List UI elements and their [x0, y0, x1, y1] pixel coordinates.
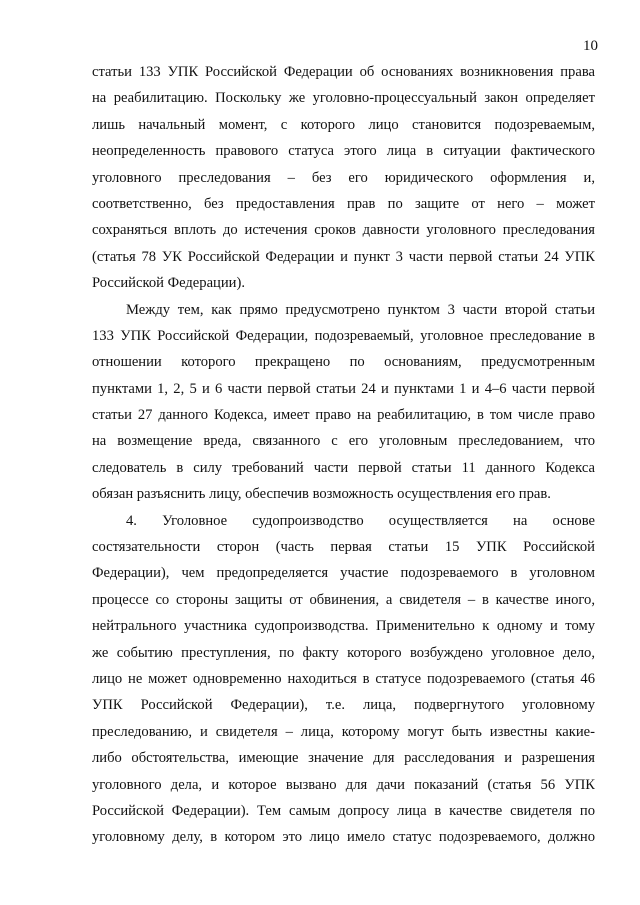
- text-line: соответственно, без предоставления прав по защите от него – может: [92, 195, 595, 212]
- body-text: [92, 59, 595, 851]
- text-line: Российской Федерации). Тем самым допросу лица в качестве свидетеля по: [92, 802, 595, 819]
- text-line: статьи 133 УПК Российской Федерации об основаниях возникновения права: [92, 64, 595, 80]
- text-line: нейтрального участника судопроизводства. Применительно к одному и тому: [92, 618, 595, 635]
- text-line: Между тем, как прямо предусмотрено пунктом 3 части второй статьи: [126, 301, 595, 318]
- text-line: уголовного преследования – без его юридического оформления и,: [92, 169, 595, 186]
- text-line: (статья 78 УК Российской Федерации и пункт 3 части первой статьи 24 УПК: [92, 248, 595, 265]
- text-line: следователь в силу требований части первой статьи 11 данного Кодекса: [92, 459, 595, 476]
- text-line: отношении которого прекращено по основаниям, предусмотренным: [92, 354, 595, 371]
- text-line: сохраняться вплоть до истечения сроков давности уголовного преследования: [92, 222, 595, 239]
- text-line: на реабилитацию. Поскольку же уголовно-процессуальный закон определяет: [92, 90, 595, 107]
- page-number: 10: [583, 38, 598, 54]
- text-line: либо обстоятельства, имеющие значение для расследования и разрешения: [92, 750, 595, 767]
- text-line: состязательности сторон (часть первая статьи 15 УПК Российской: [92, 539, 595, 556]
- text-line: Федерации), чем предопределяется участие подозреваемого в уголовном: [92, 565, 595, 582]
- text-line: неопределенность правового статуса этого лица в ситуации фактического: [92, 143, 595, 160]
- text-line: Российской Федерации).: [92, 275, 245, 292]
- text-line: УПК Российской Федерации), т.е. лица, подвергнутого уголовному: [92, 697, 595, 714]
- text-line: уголовного дела, и которое вызвано для дачи показаний (статья 56 УПК: [92, 776, 595, 793]
- text-line: на возмещение вреда, связанного с его уголовным преследованием, что: [92, 433, 595, 450]
- text-line: преследованию, и свидетеля – лица, которому могут быть известны какие-: [92, 723, 595, 740]
- text-line: же событию преступления, по факту которого возбуждено уголовное дело,: [92, 644, 595, 661]
- text-line: обязан разъяснить лицу, обеспечив возможность осуществления его прав.: [92, 486, 551, 503]
- text-line: лицо не может одновременно находиться в статусе подозреваемого (статья 46: [92, 670, 595, 687]
- text-line: лишь начальный момент, с которого лицо становится подозреваемым,: [92, 116, 595, 133]
- text-line: 4. Уголовное судопроизводство осуществляется на основе: [126, 512, 595, 529]
- text-line: статьи 27 данного Кодекса, имеет право на реабилитацию, в том числе право: [92, 407, 595, 424]
- text-line: уголовному делу, в котором это лицо имело статус подозреваемого, должно: [92, 829, 595, 846]
- text-line: пунктами 1, 2, 5 и 6 части первой статьи 24 и пунктами 1 и 4–6 части первой: [92, 380, 595, 397]
- text-line: 133 УПК Российской Федерации, подозреваемый, уголовное преследование в: [92, 327, 595, 344]
- text-line: процессе со стороны защиты от обвинения, а свидетеля – в качестве иного,: [92, 591, 595, 608]
